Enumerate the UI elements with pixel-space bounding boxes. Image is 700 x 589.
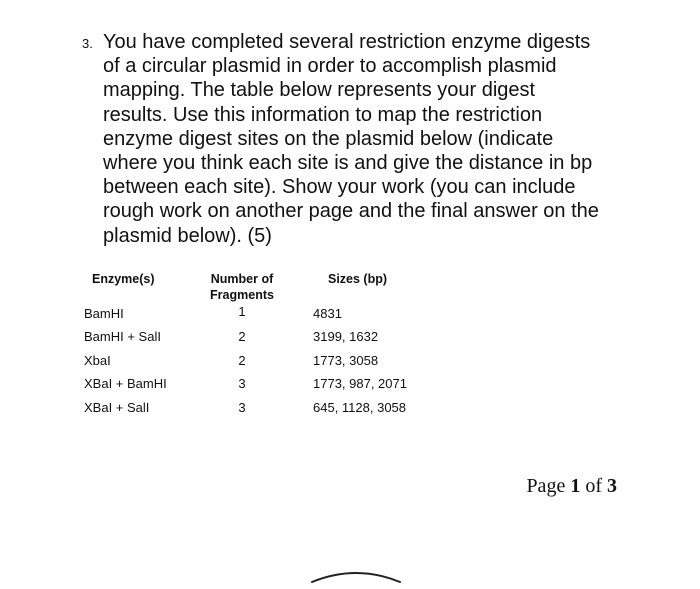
question-line: of a circular plasmid in order to accomplish plasmid: [103, 55, 557, 78]
cell-count: 2: [238, 353, 246, 368]
page-of: of: [585, 475, 602, 497]
page-indicator: [526, 474, 617, 498]
cell-enzyme: XBaI + BamHI: [84, 376, 167, 391]
cell-count: 3: [238, 400, 246, 415]
cell-count: 1: [238, 304, 246, 319]
cell-sizes: 3199, 1632: [313, 329, 379, 344]
cell-sizes: 645, 1128, 3058: [313, 400, 407, 415]
header-fragment-count: [202, 271, 282, 303]
question-number: 3.: [82, 36, 93, 51]
cell-count: 3: [238, 376, 246, 391]
question-line: results. Use this information to map the restriction: [103, 103, 543, 126]
header-sizes: Sizes (bp): [328, 272, 388, 286]
question-line: rough work on another page and the final answer on the: [103, 200, 599, 223]
question-line: You have completed several restriction enzyme digests: [103, 31, 591, 53]
cell-sizes: 1773, 3058: [313, 353, 379, 368]
page-current: 1: [570, 475, 581, 497]
cell-sizes: 4831: [313, 306, 342, 321]
cell-enzyme: BamHI: [84, 306, 124, 321]
header-count-line2: Fragments: [210, 288, 274, 302]
cell-enzyme: XBaI + SalI: [84, 400, 150, 415]
question-text: [103, 30, 638, 248]
plasmid-circle-arc: [310, 566, 402, 586]
cell-count: 2: [238, 329, 246, 344]
question-line: mapping. The table below represents your digest: [103, 79, 536, 102]
cell-enzyme: XbaI: [84, 353, 111, 368]
cell-enzyme: BamHI + SalI: [84, 329, 161, 344]
page-label: Page: [526, 475, 566, 497]
cell-sizes: 1773, 987, 2071: [313, 376, 407, 391]
header-count-line1: Number of: [210, 272, 274, 286]
question-line: enzyme digest sites on the plasmid below (indicate: [103, 127, 554, 150]
question-line: between each site). Show your work (you can include: [103, 176, 576, 199]
header-enzyme: Enzyme(s): [92, 272, 155, 286]
question-line: plasmid below). (5): [103, 224, 272, 247]
page-total: 3: [607, 475, 617, 497]
question-line: where you think each site is and give the distance in bp: [103, 152, 593, 175]
